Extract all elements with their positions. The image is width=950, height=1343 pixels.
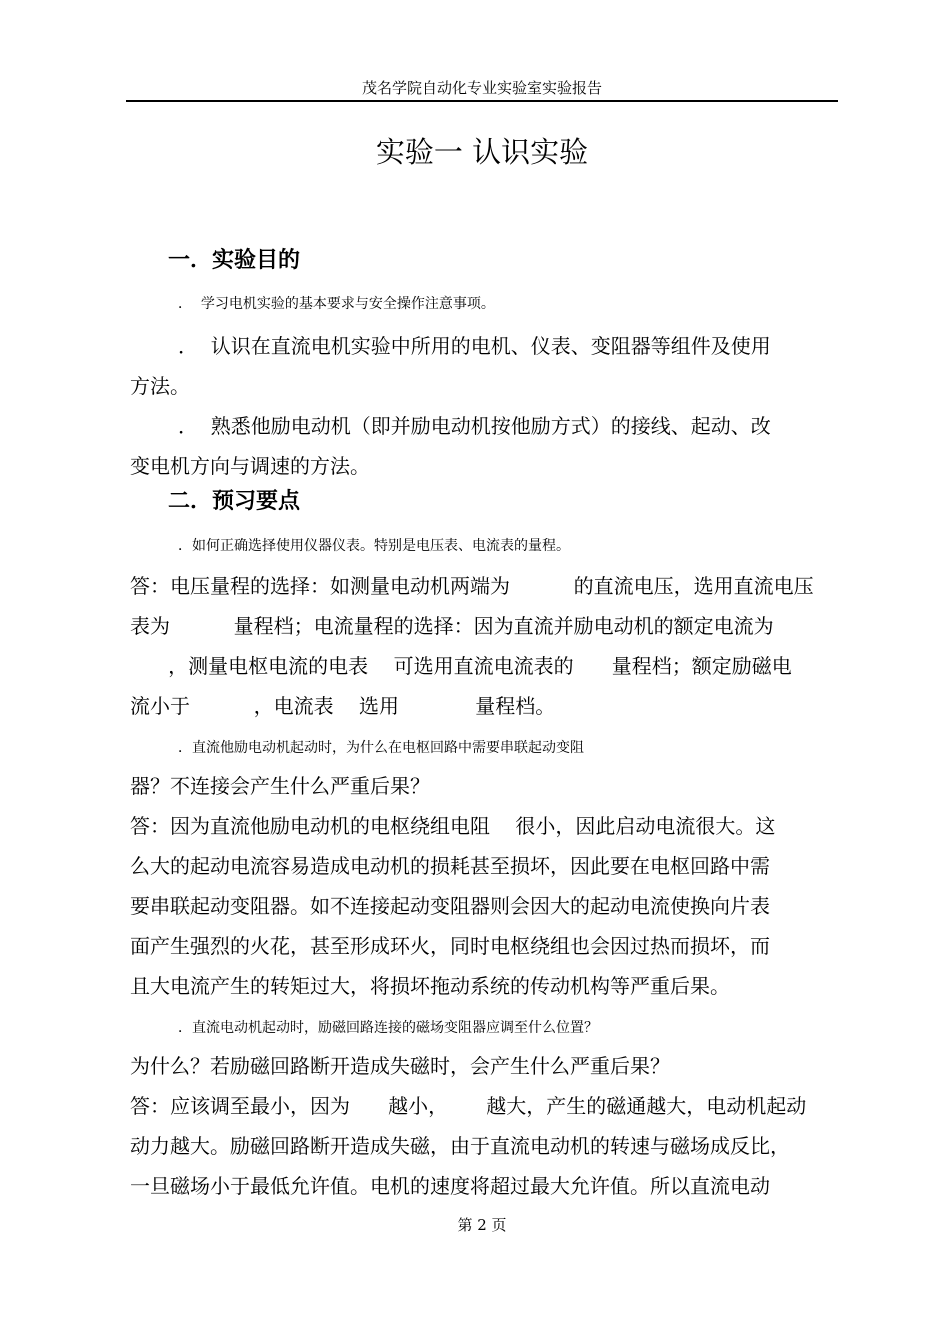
paragraph-line: ． 认识在直流电机实验中所用的电机、仪表、变阻器等组件及使用 (178, 334, 771, 358)
paragraph-line: ． 熟悉他励电动机（即并励电动机按他励方式）的接线、起动、改 (178, 414, 771, 438)
paragraph-line: 面产生强烈的火花，甚至形成环火，同时电枢绕组也会因过热而损坏，而 (130, 934, 770, 958)
paragraph-line: 么大的起动电流容易造成电动机的损耗甚至损坏，因此要在电枢回路中需 (130, 854, 770, 878)
paragraph-line: 且大电流产生的转矩过大，将损坏拖动系统的传动机构等严重后果。 (130, 974, 730, 998)
paragraph-line: 变电机方向与调速的方法。 (130, 454, 370, 478)
page-number: 第 2 页 (457, 1216, 507, 1234)
paragraph-line: 为什么？若励磁回路断开造成失磁时，会产生什么严重后果？ (130, 1054, 670, 1078)
paragraph-line: 要串联起动变阻器。如不连接起动变阻器则会因大的起动电流使换向片表 (130, 894, 770, 918)
document-title: 实验一 认识实验 (375, 135, 589, 169)
paragraph-line: 表为 量程档；电流量程的选择：因为直流并励电动机的额定电流为 (130, 614, 774, 638)
paragraph-line: 流小于 ，电流表 选用 量程档。 (130, 694, 556, 718)
paragraph-line: ，测量电枢电流的电表 可选用直流电流表的 量程档；额定励磁电 (130, 654, 792, 678)
paragraph-line: 答：电压量程的选择：如测量电动机两端为 的直流电压，选用直流电压 (130, 574, 814, 598)
paragraph-line: ．直流他励电动机起动时，为什么在电枢回路中需要串联起动变阻 (178, 740, 584, 756)
paragraph-line: ． 学习电机实验的基本要求与安全操作注意事项。 (178, 296, 495, 312)
section-heading-objectives: 一．实验目的 (168, 248, 301, 273)
paragraph-line: 答：应该调至最小，因为 越小， 越大，产生的磁通越大，电动机起动 (130, 1094, 807, 1118)
paragraph-line: 答：因为直流他励电动机的电枢绕组电阻 很小，因此启动电流很大。这 (130, 814, 776, 838)
paragraph-line: 动力越大。励磁回路断开造成失磁，由于直流电动机的转速与磁场成反比， (130, 1134, 790, 1158)
paragraph-line: 方法。 (130, 374, 190, 398)
header-rule (126, 100, 838, 102)
paragraph-line: 器？不连接会产生什么严重后果？ (130, 774, 430, 798)
paragraph-line: ．直流电动机起动时，励磁回路连接的磁场变阻器应调至什么位置？ (178, 1020, 598, 1036)
paragraph-line: 一旦磁场小于最低允许值。电机的速度将超过最大允许值。所以直流电动 (130, 1174, 770, 1198)
paragraph-line: ．如何正确选择使用仪器仪表。特别是电压表、电流表的量程。 (178, 538, 570, 554)
section-heading-preview: 二．预习要点 (168, 489, 301, 514)
page-header: 茂名学院自动化专业实验室实验报告 (361, 79, 602, 97)
